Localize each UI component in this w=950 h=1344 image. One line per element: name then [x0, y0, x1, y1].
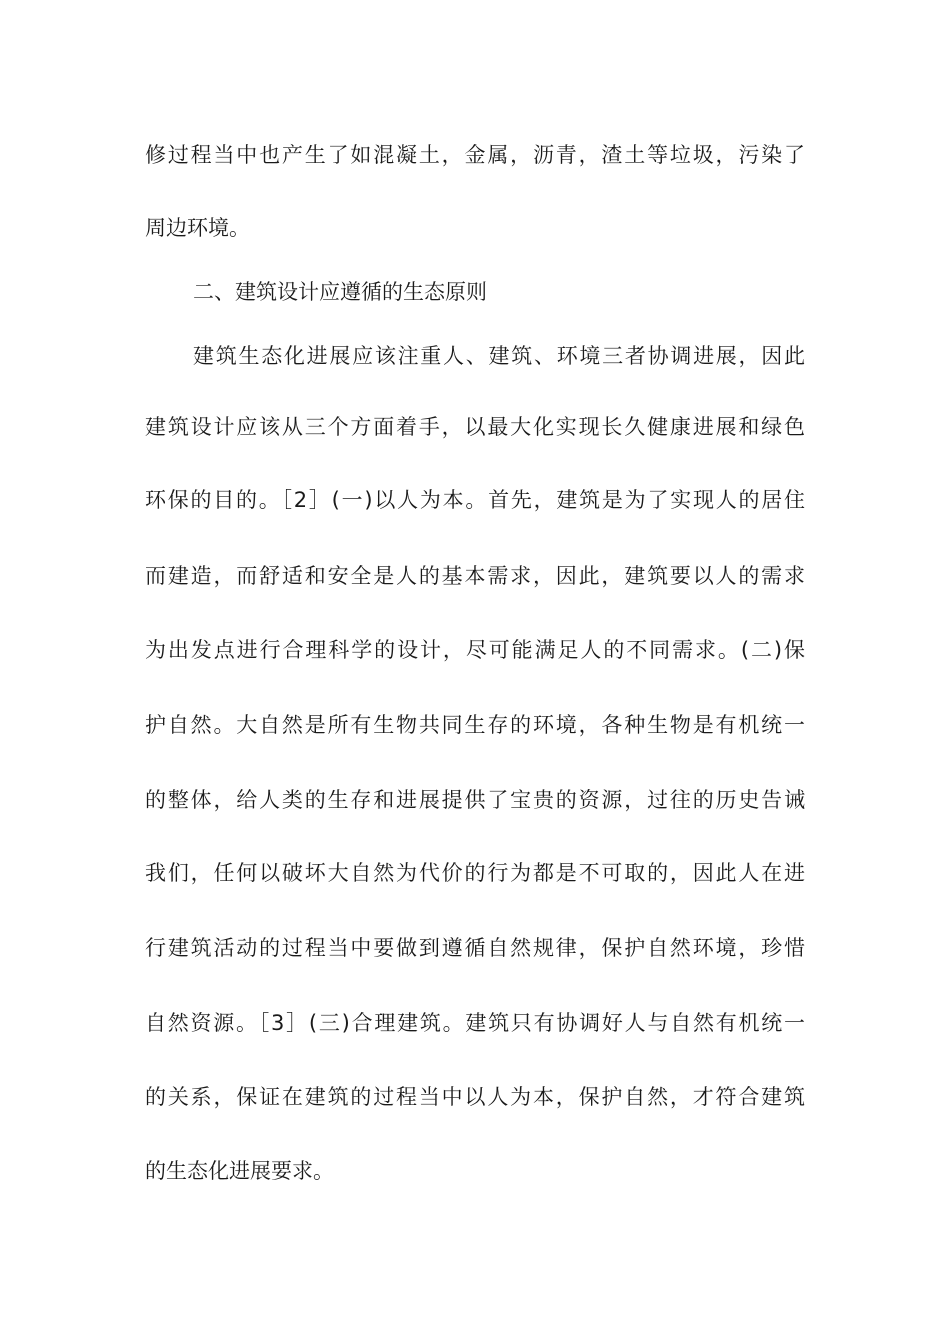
paragraph-line: 的生态化进展要求。 — [145, 1159, 334, 1183]
paragraph-line: 而建造，而舒适和安全是人的基本需求，因此，建筑要以人的需求 — [145, 564, 805, 588]
paragraph-line: 建筑生态化进展应该注重人、建筑、环境三者协调进展，因此 — [193, 344, 805, 368]
paragraph-line: 环保的目的。［2］(一)以人为本。首先，建筑是为了实现人的居住 — [145, 488, 805, 512]
paragraph-line: 我们，任何以破坏大自然为代价的行为都是不可取的，因此人在进 — [145, 861, 805, 885]
paragraph-line: 为出发点进行合理科学的设计，尽可能满足人的不同需求。(二)保 — [145, 638, 805, 662]
paragraph-line: 的整体，给人类的生存和进展提供了宝贵的资源，过往的历史告诫 — [145, 788, 805, 812]
paragraph-line: 行建筑活动的过程当中要做到遵循自然规律，保护自然环境，珍惜 — [145, 936, 805, 960]
paragraph-line: 周边环境。 — [145, 216, 250, 240]
paragraph-line: 修过程当中也产生了如混凝土，金属，沥青，渣土等垃圾，污染了 — [145, 143, 805, 167]
section-heading: 二、建筑设计应遵循的生态原则 — [193, 280, 487, 304]
paragraph-line: 护自然。大自然是所有生物共同生存的环境，各种生物是有机统一 — [145, 713, 805, 737]
paragraph-line: 自然资源。［3］(三)合理建筑。建筑只有协调好人与自然有机统一 — [145, 1011, 805, 1035]
paragraph-line: 建筑设计应该从三个方面着手，以最大化实现长久健康进展和绿色 — [145, 415, 805, 439]
paragraph-line: 的关系，保证在建筑的过程当中以人为本，保护自然，才符合建筑 — [145, 1085, 805, 1109]
